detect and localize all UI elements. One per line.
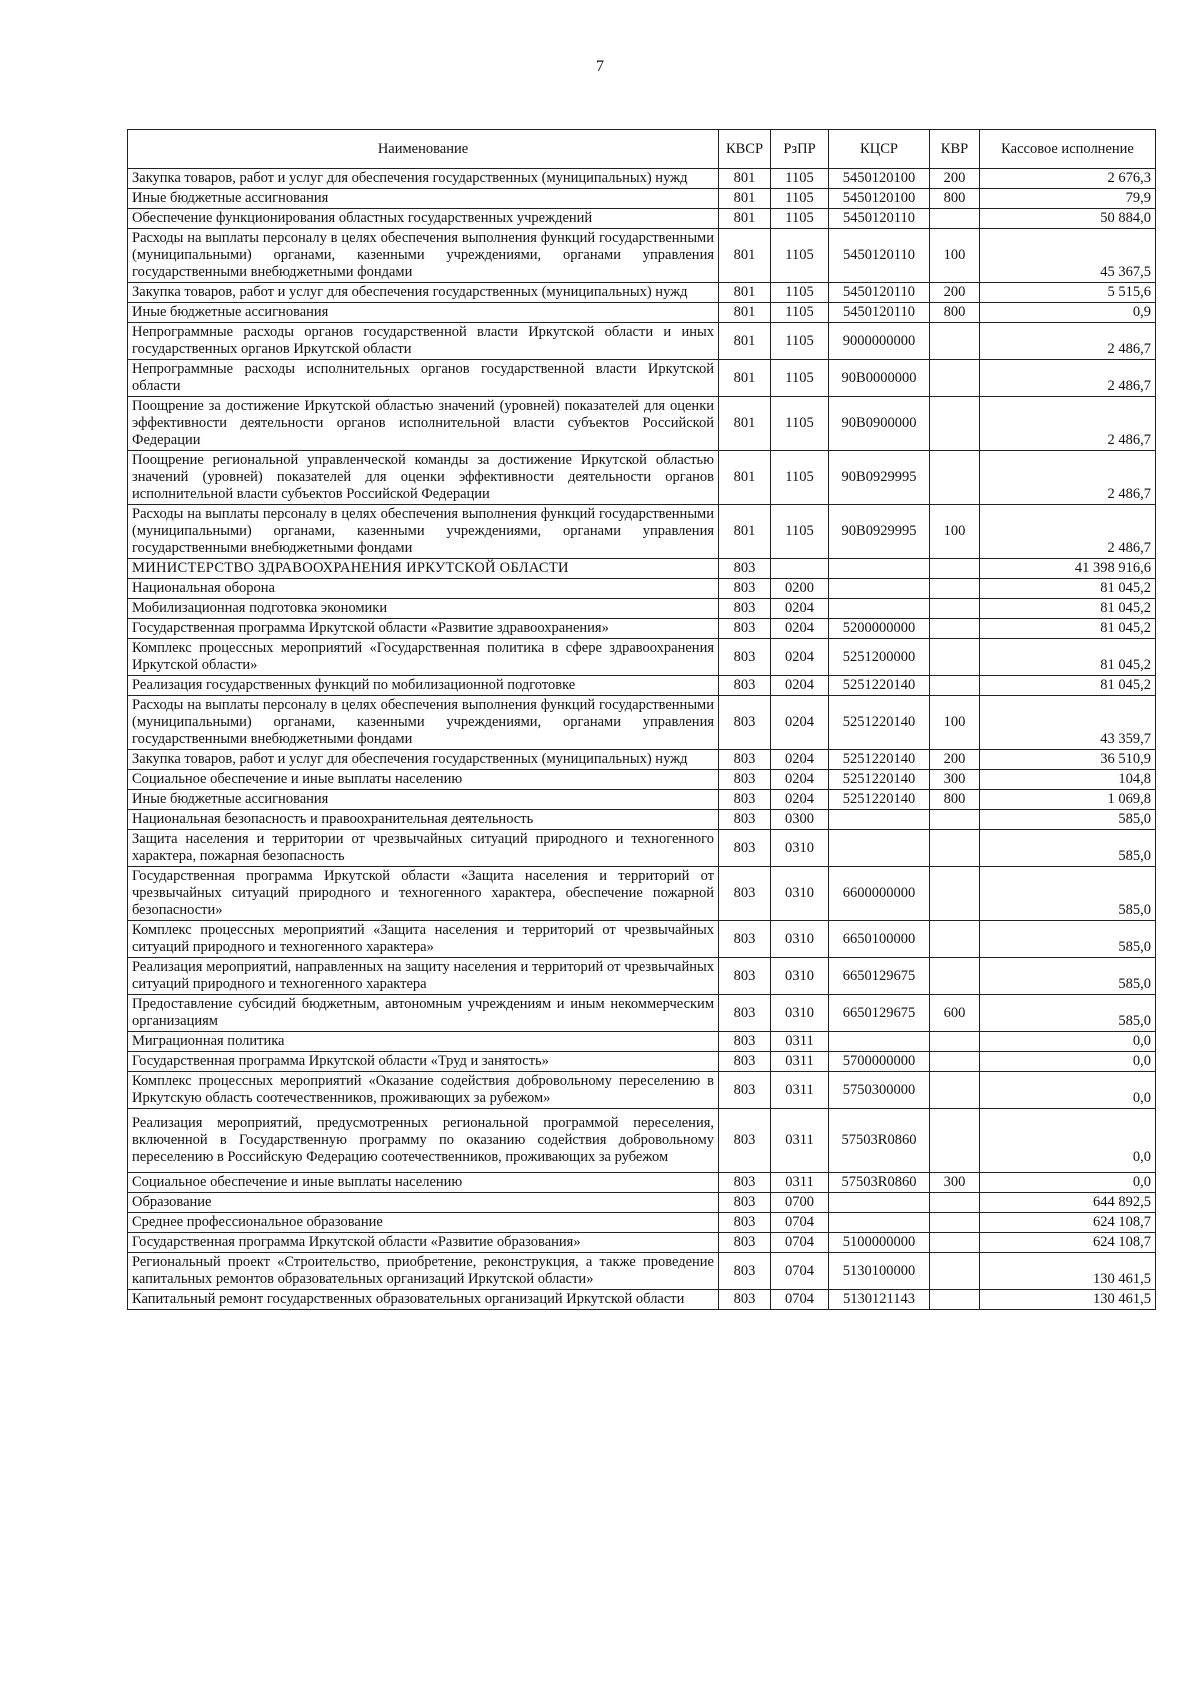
cell-amount: 104,8	[980, 770, 1156, 790]
cell-kvr: 800	[930, 189, 980, 209]
cell-kcsr: 6650129675	[829, 958, 930, 995]
cell-name: Реализация мероприятий, направленных на защиту населения и территорий от чрезвычайных ситуаций природного и техногенного характера	[128, 958, 719, 995]
cell-kvr: 100	[930, 696, 980, 750]
table-row	[128, 1109, 1156, 1173]
cell-kvr	[930, 619, 980, 639]
cell-amount: 585,0	[980, 921, 1156, 958]
cell-kvsr: 803	[719, 1072, 771, 1109]
table-row	[128, 1253, 1156, 1290]
cell-kvsr: 803	[719, 1109, 771, 1173]
cell-name: Национальная безопасность и правоохранительная деятельность	[128, 810, 719, 830]
cell-kvsr: 801	[719, 505, 771, 559]
cell-kvsr: 803	[719, 921, 771, 958]
cell-kvsr: 803	[719, 1193, 771, 1213]
cell-kvsr: 801	[719, 169, 771, 189]
cell-kvsr: 801	[719, 451, 771, 505]
cell-kvr	[930, 579, 980, 599]
cell-kcsr: 5450120110	[829, 283, 930, 303]
header-kvr: КВР	[930, 130, 980, 169]
cell-kvr: 200	[930, 283, 980, 303]
cell-kcsr: 5251220140	[829, 676, 930, 696]
cell-kvsr: 803	[719, 750, 771, 770]
cell-name: Национальная оборона	[128, 579, 719, 599]
cell-name: Непрограммные расходы органов государственной власти Иркутской области и иных государственных органов Иркутской области	[128, 323, 719, 360]
table-row	[128, 995, 1156, 1032]
cell-amount: 50 884,0	[980, 209, 1156, 229]
table-row	[128, 810, 1156, 830]
cell-kvsr: 803	[719, 599, 771, 619]
cell-amount: 45 367,5	[980, 229, 1156, 283]
cell-kvr: 800	[930, 790, 980, 810]
cell-kvsr: 801	[719, 360, 771, 397]
cell-rzpr: 0311	[771, 1032, 829, 1052]
cell-amount: 585,0	[980, 958, 1156, 995]
cell-kvsr: 803	[719, 1173, 771, 1193]
table-row	[128, 209, 1156, 229]
cell-amount: 130 461,5	[980, 1290, 1156, 1310]
table-row	[128, 1072, 1156, 1109]
cell-kvsr: 801	[719, 283, 771, 303]
cell-rzpr: 1105	[771, 303, 829, 323]
cell-name: Закупка товаров, работ и услуг для обеспечения государственных (муниципальных) нужд	[128, 750, 719, 770]
cell-rzpr: 1105	[771, 323, 829, 360]
cell-name: Государственная программа Иркутской области «Развитие здравоохранения»	[128, 619, 719, 639]
budget-execution-table	[127, 129, 1156, 1310]
cell-amount: 585,0	[980, 867, 1156, 921]
cell-rzpr: 0300	[771, 810, 829, 830]
cell-name: Государственная программа Иркутской области «Развитие образования»	[128, 1233, 719, 1253]
cell-rzpr: 0310	[771, 995, 829, 1032]
cell-amount: 41 398 916,6	[980, 559, 1156, 579]
cell-kvsr: 803	[719, 1213, 771, 1233]
cell-rzpr: 0700	[771, 1193, 829, 1213]
cell-rzpr: 1105	[771, 189, 829, 209]
cell-kcsr: 5450120110	[829, 229, 930, 283]
cell-rzpr: 0310	[771, 958, 829, 995]
table-row	[128, 1213, 1156, 1233]
cell-rzpr: 0204	[771, 750, 829, 770]
cell-kvsr: 803	[719, 1052, 771, 1072]
cell-kvr: 300	[930, 770, 980, 790]
cell-kcsr: 5251220140	[829, 696, 930, 750]
cell-amount: 0,0	[980, 1072, 1156, 1109]
cell-kcsr: 90В0000000	[829, 360, 930, 397]
cell-name: Предоставление субсидий бюджетным, автономным учреждениям и иным некоммерческим организациям	[128, 995, 719, 1032]
cell-kvr	[930, 1193, 980, 1213]
cell-kcsr	[829, 830, 930, 867]
cell-name: Капитальный ремонт государственных образовательных организаций Иркутской области	[128, 1290, 719, 1310]
cell-rzpr: 0311	[771, 1072, 829, 1109]
cell-kvsr: 803	[719, 995, 771, 1032]
cell-name: Мобилизационная подготовка экономики	[128, 599, 719, 619]
cell-name: Реализация государственных функций по мобилизационной подготовке	[128, 676, 719, 696]
table-body	[128, 169, 1156, 1310]
header-kvsr: КВСР	[719, 130, 771, 169]
cell-amount: 2 486,7	[980, 505, 1156, 559]
cell-name: Иные бюджетные ассигнования	[128, 189, 719, 209]
cell-kvsr: 801	[719, 397, 771, 451]
table-row	[128, 283, 1156, 303]
table-row	[128, 750, 1156, 770]
cell-amount: 5 515,6	[980, 283, 1156, 303]
cell-name: Иные бюджетные ассигнования	[128, 303, 719, 323]
table-row	[128, 1193, 1156, 1213]
cell-rzpr: 0311	[771, 1173, 829, 1193]
cell-kvsr: 803	[719, 559, 771, 579]
cell-kcsr	[829, 1032, 930, 1052]
table-row	[128, 599, 1156, 619]
cell-kcsr: 5100000000	[829, 1233, 930, 1253]
table-row	[128, 639, 1156, 676]
cell-kvr	[930, 958, 980, 995]
table-row	[128, 958, 1156, 995]
cell-kvsr: 801	[719, 189, 771, 209]
cell-kvr	[930, 867, 980, 921]
table-row	[128, 303, 1156, 323]
table-row	[128, 619, 1156, 639]
cell-kvsr: 803	[719, 579, 771, 599]
cell-rzpr: 0204	[771, 619, 829, 639]
cell-kvr: 800	[930, 303, 980, 323]
cell-amount: 2 486,7	[980, 323, 1156, 360]
cell-name: Закупка товаров, работ и услуг для обеспечения государственных (муниципальных) нужд	[128, 283, 719, 303]
cell-kcsr	[829, 1193, 930, 1213]
cell-amount: 81 045,2	[980, 579, 1156, 599]
cell-kcsr: 5130121143	[829, 1290, 930, 1310]
cell-rzpr: 1105	[771, 505, 829, 559]
cell-kcsr: 90В0900000	[829, 397, 930, 451]
cell-amount: 624 108,7	[980, 1233, 1156, 1253]
cell-kcsr	[829, 559, 930, 579]
cell-kcsr	[829, 810, 930, 830]
table-row	[128, 790, 1156, 810]
cell-rzpr: 1105	[771, 397, 829, 451]
cell-kvr	[930, 397, 980, 451]
cell-rzpr: 0311	[771, 1109, 829, 1173]
cell-kcsr: 6650129675	[829, 995, 930, 1032]
cell-rzpr: 0200	[771, 579, 829, 599]
cell-kvr	[930, 323, 980, 360]
cell-name: Расходы на выплаты персоналу в целях обеспечения выполнения функций государственными (муниципальными) органами, казенными учреждениями, органами управления государственными внебюджетными фондами	[128, 229, 719, 283]
cell-name: Миграционная политика	[128, 1032, 719, 1052]
cell-rzpr: 1105	[771, 169, 829, 189]
cell-rzpr: 1105	[771, 451, 829, 505]
cell-amount: 0,9	[980, 303, 1156, 323]
cell-name: Государственная программа Иркутской области «Труд и занятость»	[128, 1052, 719, 1072]
cell-name: Реализация мероприятий, предусмотренных региональной программой переселения, включенной в Государственную программу по оказанию содействия добровольному переселению в Российскую Федерацию соотечественников, проживающих за рубежом	[128, 1109, 719, 1173]
cell-amount: 81 045,2	[980, 639, 1156, 676]
table-row	[128, 1233, 1156, 1253]
cell-kcsr: 5450120100	[829, 169, 930, 189]
cell-kcsr: 5750300000	[829, 1072, 930, 1109]
cell-name: Комплекс процессных мероприятий «Оказание содействия добровольному переселению в Иркутскую область соотечественников, проживающих за рубежом»	[128, 1072, 719, 1109]
cell-name: Расходы на выплаты персоналу в целях обеспечения выполнения функций государственными (муниципальными) органами, казенными учреждениями, органами управления государственными внебюджетными фондами	[128, 505, 719, 559]
cell-name: Государственная программа Иркутской области «Защита населения и территорий от чрезвычайных ситуаций природного и техногенного характера, обеспечение пожарной безопасности»	[128, 867, 719, 921]
cell-kvr	[930, 360, 980, 397]
table-row	[128, 579, 1156, 599]
cell-kvr: 100	[930, 505, 980, 559]
cell-kvr: 200	[930, 169, 980, 189]
header-name: Наименование	[128, 130, 719, 169]
cell-name: Социальное обеспечение и иные выплаты населению	[128, 770, 719, 790]
cell-kcsr: 6600000000	[829, 867, 930, 921]
table-row	[128, 169, 1156, 189]
table-row	[128, 676, 1156, 696]
cell-kcsr: 90В0929995	[829, 505, 930, 559]
cell-kvr	[930, 810, 980, 830]
table-row	[128, 189, 1156, 209]
cell-rzpr: 0704	[771, 1233, 829, 1253]
cell-kcsr: 5251220140	[829, 770, 930, 790]
table-row	[128, 696, 1156, 750]
cell-kcsr: 57503R0860	[829, 1173, 930, 1193]
cell-name: Поощрение за достижение Иркутской областью значений (уровней) показателей для оценки эффективности деятельности органов исполнительной власти субъектов Российской Федерации	[128, 397, 719, 451]
cell-kcsr: 6650100000	[829, 921, 930, 958]
table-row	[128, 397, 1156, 451]
cell-rzpr: 1105	[771, 283, 829, 303]
cell-rzpr: 0704	[771, 1253, 829, 1290]
cell-kvr	[930, 1233, 980, 1253]
cell-rzpr: 1105	[771, 209, 829, 229]
cell-kvr	[930, 830, 980, 867]
cell-name: Иные бюджетные ассигнования	[128, 790, 719, 810]
table-row	[128, 830, 1156, 867]
cell-kvr	[930, 676, 980, 696]
table-row	[128, 1032, 1156, 1052]
cell-name: Закупка товаров, работ и услуг для обеспечения государственных (муниципальных) нужд	[128, 169, 719, 189]
table-row	[128, 559, 1156, 579]
cell-amount: 2 486,7	[980, 397, 1156, 451]
cell-kcsr: 5251220140	[829, 750, 930, 770]
cell-kvr	[930, 1213, 980, 1233]
cell-name: Обеспечение функционирования областных государственных учреждений	[128, 209, 719, 229]
table-row	[128, 1290, 1156, 1310]
cell-name: Образование	[128, 1193, 719, 1213]
cell-rzpr: 1105	[771, 360, 829, 397]
cell-amount: 81 045,2	[980, 599, 1156, 619]
cell-amount: 2 486,7	[980, 451, 1156, 505]
cell-kvsr: 803	[719, 830, 771, 867]
cell-amount: 2 676,3	[980, 169, 1156, 189]
cell-amount: 2 486,7	[980, 360, 1156, 397]
cell-kvr	[930, 639, 980, 676]
table-row	[128, 323, 1156, 360]
cell-rzpr: 0310	[771, 921, 829, 958]
cell-name: Защита населения и территории от чрезвычайных ситуаций природного и техногенного характера, пожарная безопасность	[128, 830, 719, 867]
page-number: 7	[596, 58, 604, 75]
cell-amount: 585,0	[980, 995, 1156, 1032]
cell-rzpr: 0311	[771, 1052, 829, 1072]
cell-amount: 36 510,9	[980, 750, 1156, 770]
cell-rzpr: 0310	[771, 867, 829, 921]
cell-kvsr: 803	[719, 958, 771, 995]
cell-rzpr: 0204	[771, 639, 829, 676]
header-rzpr: РзПР	[771, 130, 829, 169]
cell-kvr	[930, 599, 980, 619]
cell-kcsr: 5450120110	[829, 303, 930, 323]
cell-name: МИНИСТЕРСТВО ЗДРАВООХРАНЕНИЯ ИРКУТСКОЙ ОБЛАСТИ	[128, 559, 719, 579]
cell-kvr: 100	[930, 229, 980, 283]
cell-kvr	[930, 1072, 980, 1109]
cell-kvsr: 801	[719, 209, 771, 229]
cell-name: Социальное обеспечение и иные выплаты населению	[128, 1173, 719, 1193]
cell-kvsr: 803	[719, 696, 771, 750]
cell-kvr	[930, 1052, 980, 1072]
cell-name: Среднее профессиональное образование	[128, 1213, 719, 1233]
cell-rzpr: 0204	[771, 790, 829, 810]
cell-kvsr: 801	[719, 303, 771, 323]
cell-rzpr: 0704	[771, 1290, 829, 1310]
table-row	[128, 505, 1156, 559]
cell-rzpr: 0204	[771, 676, 829, 696]
table-header-row	[128, 130, 1156, 169]
cell-kvr	[930, 451, 980, 505]
cell-kcsr: 5130100000	[829, 1253, 930, 1290]
cell-amount: 81 045,2	[980, 619, 1156, 639]
table-row	[128, 867, 1156, 921]
cell-kcsr: 57503R0860	[829, 1109, 930, 1173]
cell-kvr	[930, 1109, 980, 1173]
cell-kvsr: 803	[719, 1290, 771, 1310]
cell-kcsr: 5450120110	[829, 209, 930, 229]
cell-kcsr: 5251220140	[829, 790, 930, 810]
cell-kcsr: 5450120100	[829, 189, 930, 209]
table-row	[128, 451, 1156, 505]
cell-kcsr	[829, 579, 930, 599]
cell-kvr	[930, 921, 980, 958]
cell-kcsr	[829, 1213, 930, 1233]
cell-kcsr: 5251200000	[829, 639, 930, 676]
cell-amount: 644 892,5	[980, 1193, 1156, 1213]
cell-kvr	[930, 209, 980, 229]
cell-name: Поощрение региональной управленческой команды за достижение Иркутской областью значений (уровней) показателей для оценки эффективности деятельности органов исполнительной власти субъектов Российской Федерации	[128, 451, 719, 505]
cell-amount: 43 359,7	[980, 696, 1156, 750]
cell-kvr	[930, 1290, 980, 1310]
cell-kvsr: 803	[719, 810, 771, 830]
cell-kvr: 200	[930, 750, 980, 770]
cell-amount: 1 069,8	[980, 790, 1156, 810]
cell-kvsr: 803	[719, 639, 771, 676]
cell-name: Региональный проект «Строительство, приобретение, реконструкция, а также проведение капитальных ремонтов образовательных организаций Иркутской области»	[128, 1253, 719, 1290]
cell-kvr: 300	[930, 1173, 980, 1193]
cell-kcsr: 90В0929995	[829, 451, 930, 505]
cell-kcsr: 9000000000	[829, 323, 930, 360]
cell-amount: 0,0	[980, 1173, 1156, 1193]
cell-amount: 79,9	[980, 189, 1156, 209]
cell-name: Непрограммные расходы исполнительных органов государственной власти Иркутской области	[128, 360, 719, 397]
cell-amount: 624 108,7	[980, 1213, 1156, 1233]
cell-amount: 0,0	[980, 1052, 1156, 1072]
cell-kvsr: 803	[719, 770, 771, 790]
cell-kcsr: 5200000000	[829, 619, 930, 639]
cell-kvsr: 801	[719, 323, 771, 360]
cell-rzpr: 1105	[771, 229, 829, 283]
cell-amount: 585,0	[980, 810, 1156, 830]
cell-name: Комплекс процессных мероприятий «Государственная политика в сфере здравоохранения Иркутской области»	[128, 639, 719, 676]
cell-amount: 130 461,5	[980, 1253, 1156, 1290]
cell-amount: 0,0	[980, 1109, 1156, 1173]
table-row	[128, 360, 1156, 397]
cell-kvsr: 803	[719, 1032, 771, 1052]
header-kcsr: КЦСР	[829, 130, 930, 169]
cell-amount: 585,0	[980, 830, 1156, 867]
cell-kvsr: 801	[719, 229, 771, 283]
table-row	[128, 921, 1156, 958]
cell-kvr	[930, 1253, 980, 1290]
cell-kvsr: 803	[719, 790, 771, 810]
cell-rzpr	[771, 559, 829, 579]
cell-rzpr: 0204	[771, 599, 829, 619]
table-row	[128, 1173, 1156, 1193]
cell-kvr	[930, 559, 980, 579]
cell-rzpr: 0704	[771, 1213, 829, 1233]
cell-amount: 81 045,2	[980, 676, 1156, 696]
table-row	[128, 229, 1156, 283]
cell-kcsr: 5700000000	[829, 1052, 930, 1072]
cell-rzpr: 0204	[771, 770, 829, 790]
cell-name: Расходы на выплаты персоналу в целях обеспечения выполнения функций государственными (муниципальными) органами, казенными учреждениями, органами управления государственными внебюджетными фондами	[128, 696, 719, 750]
table-row	[128, 770, 1156, 790]
cell-kvsr: 803	[719, 1233, 771, 1253]
cell-kcsr	[829, 599, 930, 619]
cell-kvsr: 803	[719, 1253, 771, 1290]
cell-kvr: 600	[930, 995, 980, 1032]
cell-rzpr: 0310	[771, 830, 829, 867]
cell-kvsr: 803	[719, 676, 771, 696]
header-amount: Кассовое исполнение	[980, 130, 1156, 169]
table-row	[128, 1052, 1156, 1072]
cell-name: Комплекс процессных мероприятий «Защита населения и территорий от чрезвычайных ситуаций природного и техногенного характера»	[128, 921, 719, 958]
cell-kvsr: 803	[719, 619, 771, 639]
cell-kvsr: 803	[719, 867, 771, 921]
cell-rzpr: 0204	[771, 696, 829, 750]
cell-kvr	[930, 1032, 980, 1052]
cell-amount: 0,0	[980, 1032, 1156, 1052]
